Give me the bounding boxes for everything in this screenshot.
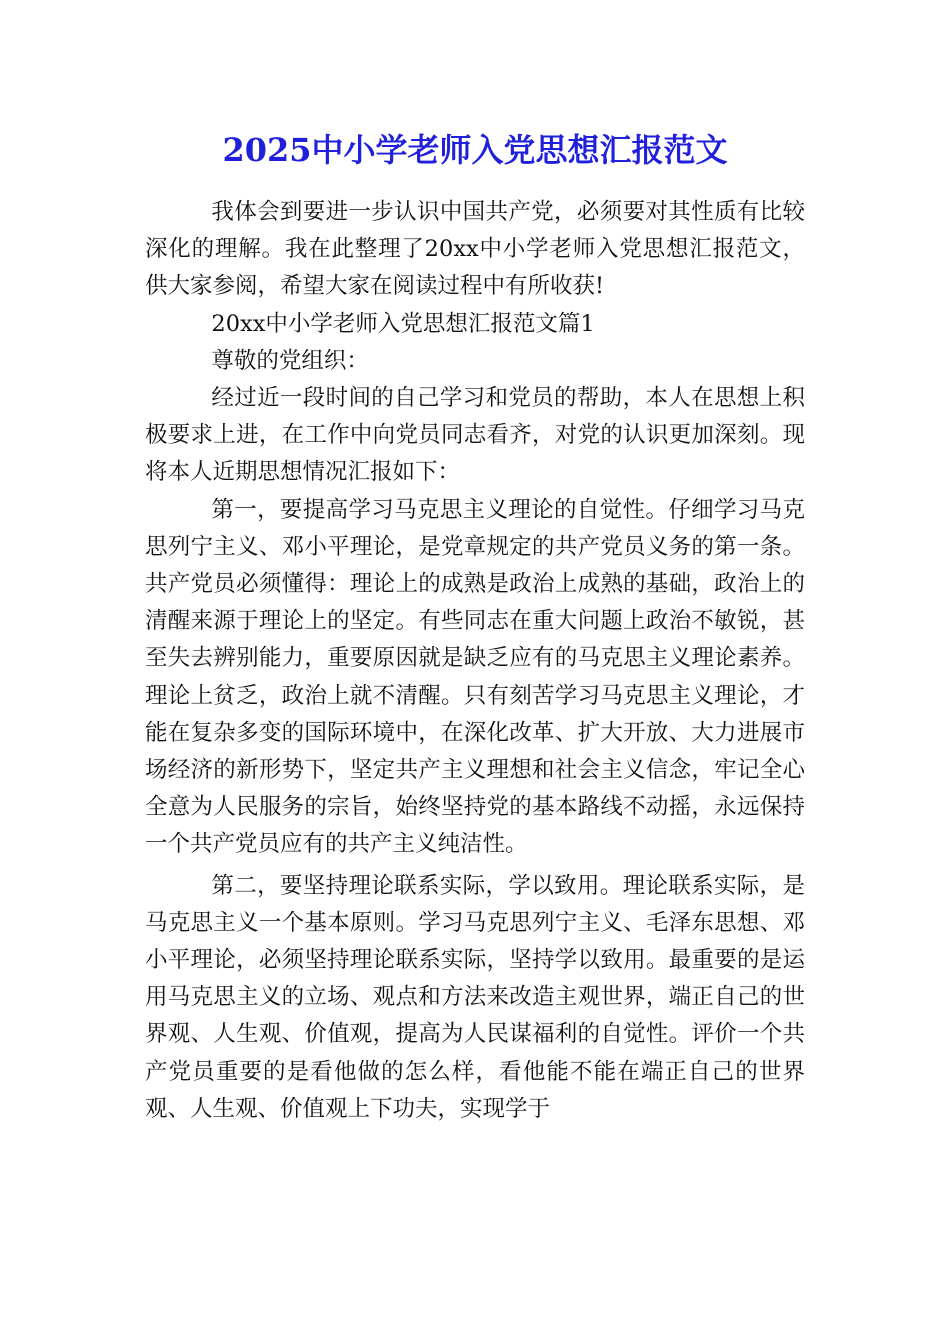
body-paragraph: 第二，要坚持理论联系实际，学以致用。理论联系实际，是马克思主义一个基本原则。学习马克思列宁主义、毛泽东思想、邓小平理论，必须坚持理论联系实际，坚持学以致用。最重要的是运用马克思主义的立场、观点和方法来改造主观世界，端正自己的世界观、人生观、价值观，提高为人民谋福利的自觉性。评价一个共产党员重要的是看他做的怎么样，看他能不能在端正自己的世界观、人生观、价值观上下功夫，实现学于 <box>145 872 805 1122</box>
intro-paragraph: 我体会到要进一步认识中国共产党，必须要对其性质有比较深化的理解。我在此整理了20xx中小学老师入党思想汇报范文，供大家参阅，希望大家在阅读过程中有所收获! <box>145 199 805 300</box>
document-body <box>145 194 805 1128</box>
body-paragraph: 经过近一段时间的自己学习和党员的帮助，本人在思想上积极要求上进，在工作中向党员同志看齐，对党的认识更加深刻。现将本人近期思想情况汇报如下： <box>145 385 805 486</box>
body-paragraph: 第一，要提高学习马克思主义理论的自觉性。仔细学习马克思列宁主义、邓小平理论，是党章规定的共产党员义务的第一条。共产党员必须懂得：理论上的成熟是政治上成熟的基础，政治上的清醒来源于理论上的坚定。有些同志在重大问题上政治不敏锐，甚至失去辨别能力，重要原因就是缺乏应有的马克思主义理论素养。理论上贫乏，政治上就不清醒。只有刻苦学习马克思主义理论，才能在复杂多变的国际环境中，在深化改革、扩大开放、大力进展市场经济的新形势下，坚定共产主义理想和社会主义信念，牢记全心全意为人民服务的宗旨，始终坚持党的基本路线不动摇，永远保持一个共产党员应有的共产主义纯洁性。 <box>145 496 805 858</box>
document-title: 2025中小学老师入党思想汇报范文 <box>222 131 728 169</box>
salutation: 尊敬的党组织： <box>211 347 369 374</box>
section-heading: 20xx中小学老师入党思想汇报范文篇1 <box>211 310 595 337</box>
